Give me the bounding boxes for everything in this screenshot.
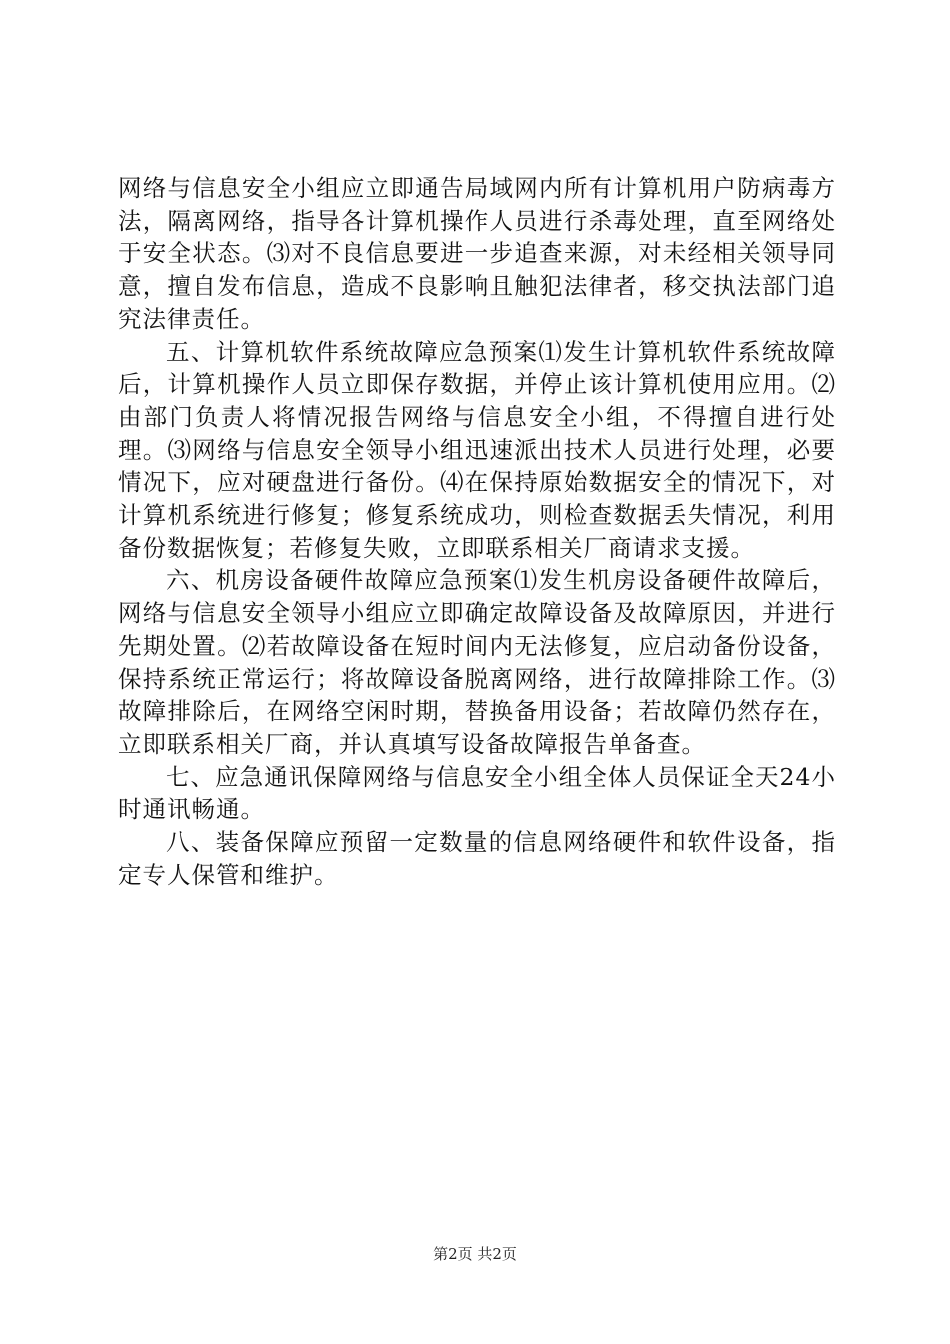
paragraph-equipment-guarantee: 八、装备保障应预留一定数量的信息网络硬件和软件设备，指定专人保管和维护。: [118, 828, 836, 889]
paragraph-hardware-fault-plan: 六、机房设备硬件故障应急预案⑴发生机房设备硬件故障后，网络与信息安全领导小组应立即确定故障设备及故障原因，并进行先期处置。⑵若故障设备在短时间内无法修复，应启动备份设备，保持系统正常运行；将故障设备脱离网络，进行故障排除工作。⑶故障排除后，在网络空闲时期，替换备用设备；若故障仍然存在，立即联系相关厂商，并认真填写设备故障报告单备查。: [118, 566, 836, 758]
page-number-footer: 第2页 共2页: [433, 1245, 517, 1263]
paragraph-virus-handling: 网络与信息安全小组应立即通告局域网内所有计算机用户防病毒方法，隔离网络，指导各计算机操作人员进行杀毒处理，直至网络处于安全状态。⑶对不良信息要进一步追查来源，对未经相关领导同意，擅自发布信息，造成不良影响且触犯法律者，移交执法部门追究法律责任。: [118, 174, 836, 333]
document-body: [118, 172, 836, 891]
paragraph-software-fault-plan: 五、计算机软件系统故障应急预案⑴发生计算机软件系统故障后，计算机操作人员立即保存数据，并停止该计算机使用应用。⑵由部门负责人将情况报告网络与信息安全小组，不得擅自进行处理。⑶网络与信息安全领导小组迅速派出技术人员进行处理，必要情况下，应对硬盘进行备份。⑷在保持原始数据安全的情况下，对计算机系统进行修复；修复系统成功，则检查数据丢失情况，利用备份数据恢复；若修复失败，立即联系相关厂商请求支援。: [118, 337, 836, 562]
paragraph-communication-guarantee: 七、应急通讯保障网络与信息安全小组全体人员保证全天24小时通讯畅通。: [118, 762, 836, 824]
